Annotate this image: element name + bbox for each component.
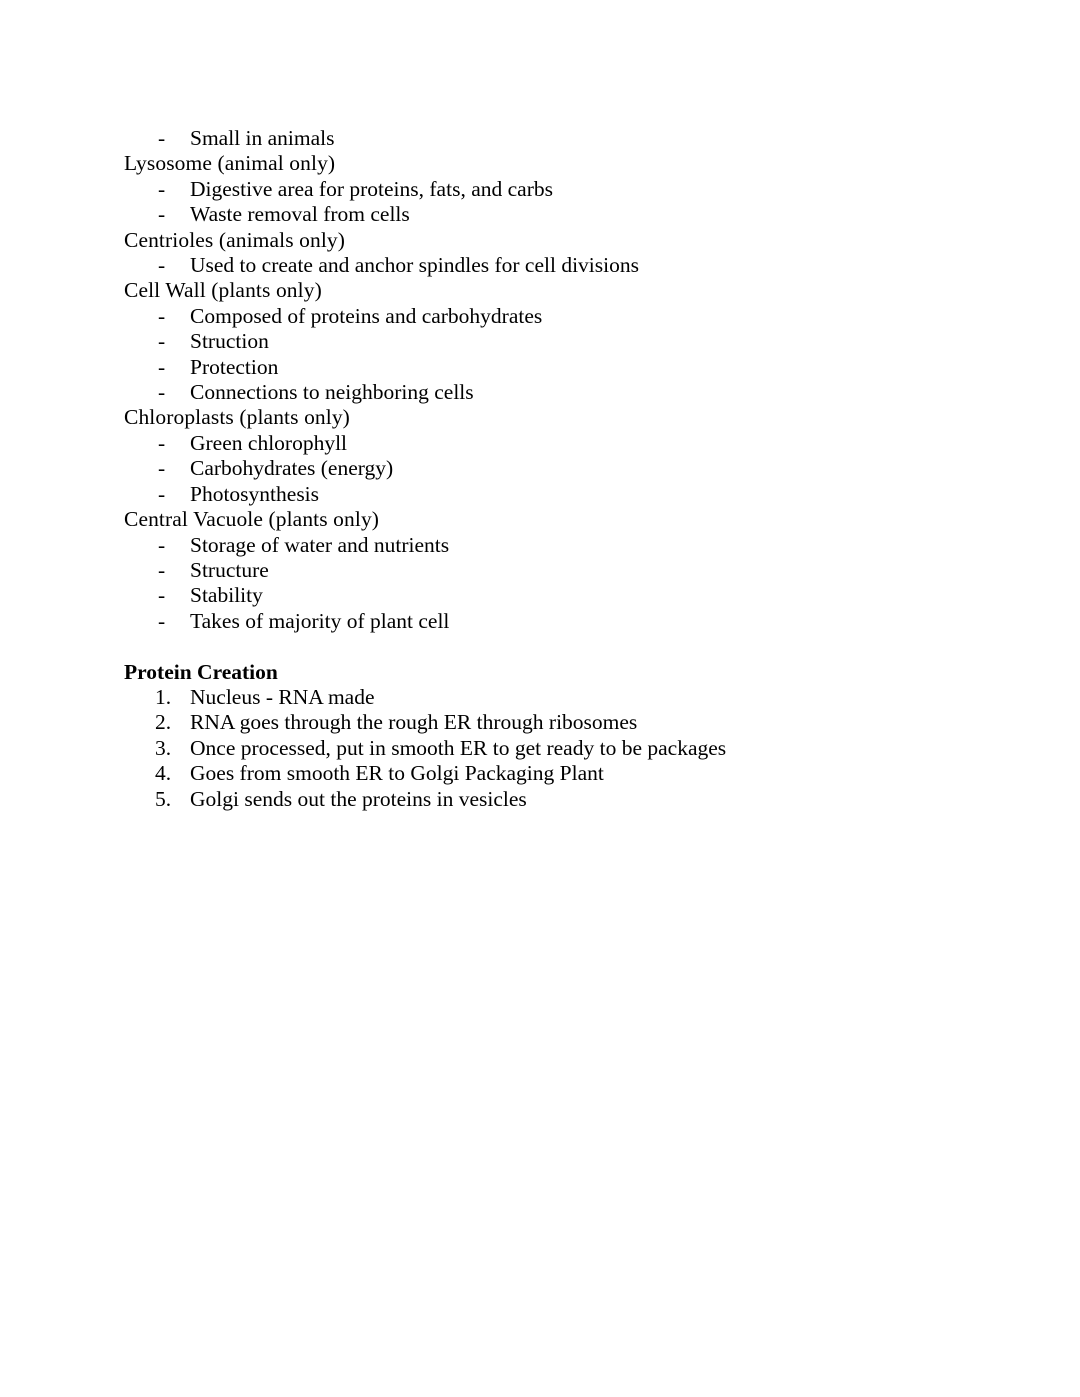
bullet-list-item bbox=[124, 380, 944, 405]
bullet-dash-marker: - bbox=[158, 608, 166, 633]
numbered-list-marker: 3. bbox=[155, 735, 172, 760]
bullet-dash-marker: - bbox=[158, 354, 166, 379]
bullet-dash-marker: - bbox=[158, 176, 166, 201]
bullet-list-item-text: Storage of water and nutrients bbox=[190, 532, 450, 557]
bullet-dash-marker: - bbox=[158, 557, 166, 582]
numbered-list-item-text: Goes from smooth ER to Golgi Packaging Plant bbox=[190, 761, 604, 786]
bullet-list-item-text: Used to create and anchor spindles for cell divisions bbox=[190, 253, 639, 278]
organelle-heading: Chloroplasts (plants only) bbox=[124, 405, 350, 430]
bullet-list-item bbox=[124, 126, 944, 151]
bullet-list-item bbox=[124, 304, 944, 329]
numbered-list-item bbox=[124, 787, 944, 812]
numbered-list-marker: 4. bbox=[155, 761, 172, 786]
bullet-list-item bbox=[124, 533, 944, 558]
bullet-dash-marker: - bbox=[158, 126, 166, 150]
numbered-list-item bbox=[124, 710, 944, 735]
bullet-list-item-text: Green chlorophyll bbox=[190, 430, 348, 455]
bullet-list-item-text: Structure bbox=[190, 557, 269, 582]
bullet-list-item-text: Photosynthesis bbox=[190, 481, 320, 506]
bullet-list-item bbox=[124, 482, 944, 507]
bullet-dash-marker: - bbox=[158, 430, 166, 455]
numbered-list-item-text: Nucleus - RNA made bbox=[190, 684, 375, 709]
bullet-list-item bbox=[124, 253, 944, 278]
numbered-list-item bbox=[124, 761, 944, 786]
numbered-list-marker: 1. bbox=[155, 684, 172, 709]
numbered-list-item bbox=[124, 685, 944, 710]
bullet-list-item bbox=[124, 177, 944, 202]
numbered-list-item-text: Once processed, put in smooth ER to get ready to be packages bbox=[190, 735, 727, 760]
bullet-list-item-text: Protection bbox=[190, 354, 279, 379]
bullet-dash-marker: - bbox=[158, 202, 166, 227]
section-heading: Protein Creation bbox=[124, 659, 278, 684]
bullet-dash-marker: - bbox=[158, 380, 166, 405]
bullet-dash-marker: - bbox=[158, 456, 166, 481]
bullet-list-item-text: Carbohydrates (energy) bbox=[190, 456, 394, 481]
document-body bbox=[124, 126, 944, 812]
bullet-list-item bbox=[124, 431, 944, 456]
numbered-list-item-text: RNA goes through the rough ER through ribosomes bbox=[190, 710, 638, 735]
bullet-list-item-text: Connections to neighboring cells bbox=[190, 380, 474, 405]
bullet-dash-marker: - bbox=[158, 583, 166, 608]
bullet-list-item bbox=[124, 329, 944, 354]
organelle-heading: Cell Wall (plants only) bbox=[124, 278, 322, 303]
numbered-list-item bbox=[124, 736, 944, 761]
organelle-heading: Lysosome (animal only) bbox=[124, 151, 336, 176]
bullet-list-item bbox=[124, 355, 944, 380]
bullet-list-item-text: Takes of majority of plant cell bbox=[190, 608, 450, 633]
bullet-list-item-text: Small in animals bbox=[190, 126, 335, 150]
bullet-list-item-text: Waste removal from cells bbox=[190, 202, 410, 227]
bullet-dash-marker: - bbox=[158, 329, 166, 354]
bullet-list-item-text: Stability bbox=[190, 583, 263, 608]
organelle-heading: Central Vacuole (plants only) bbox=[124, 507, 380, 532]
bullet-dash-marker: - bbox=[158, 253, 166, 278]
bullet-list-item bbox=[124, 583, 944, 608]
bullet-dash-marker: - bbox=[158, 303, 166, 328]
organelle-heading: Centrioles (animals only) bbox=[124, 227, 346, 252]
numbered-list-marker: 2. bbox=[155, 710, 172, 735]
numbered-list-marker: 5. bbox=[155, 786, 172, 811]
bullet-list-item bbox=[124, 456, 944, 481]
bullet-list-item-text: Digestive area for proteins, fats, and carbs bbox=[190, 176, 553, 201]
bullet-list-item bbox=[124, 609, 944, 634]
bullet-list-item-text: Composed of proteins and carbohydrates bbox=[190, 303, 543, 328]
paragraph-spacer bbox=[124, 634, 944, 659]
bullet-list-item bbox=[124, 202, 944, 227]
bullet-dash-marker: - bbox=[158, 481, 166, 506]
numbered-list-item-text: Golgi sends out the proteins in vesicles bbox=[190, 786, 527, 811]
bullet-dash-marker: - bbox=[158, 532, 166, 557]
bullet-list-item-text: Struction bbox=[190, 329, 269, 354]
bullet-list-item bbox=[124, 558, 944, 583]
